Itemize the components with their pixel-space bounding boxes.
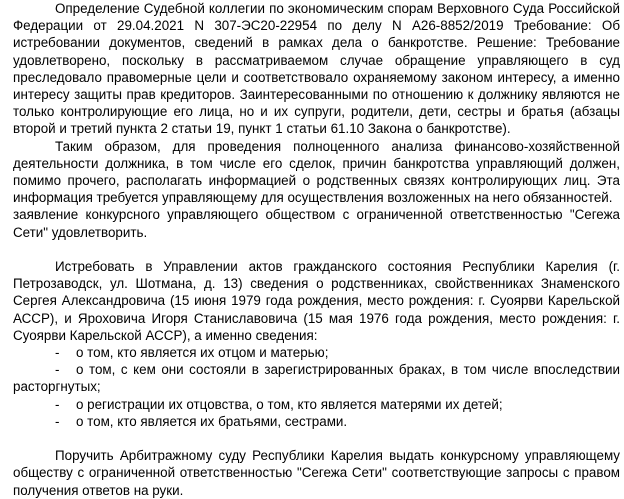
list-dash: -: [55, 396, 60, 412]
list-item: [13, 344, 620, 361]
list-item: [13, 396, 620, 413]
list-item: [13, 413, 620, 430]
list-dash: -: [55, 362, 60, 378]
paragraph-court-ruling: Определение Судебной коллегии по экономическим спорам Верховного Суда Российской Федерации от 29.04.2021 N 307-ЭС20-22954 по делу N А26-8852/2019 Требование: Об истребовании документов, сведений в рамках дела о банкротстве. Решение: Требование удовлетворено, поскольку в рассматриваемом случае обращение управляющего в суд преследовало правомерные цели и соответствовало охраняемому законом интересу, а именно интересу защиты прав кредиторов. Заинтересованными по отношению к должнику являются не только контролирующие его лица, но и их супруги, родители, дети, сестры и братья (абзацы второй и третий пункта 2 статьи 19, пункт 1 статьи 61.10 Закона о банкротстве).: [13, 1, 620, 137]
paragraph-spacer: [13, 430, 620, 447]
list-dash: -: [55, 413, 60, 429]
paragraph-spacer: [13, 241, 620, 258]
paragraph-analysis: Таким образом, для проведения полноценного анализа финансово-хозяйственной деятельности должника, в том числе его сделок, причин банкротства управляющий должен, помимо прочего, располагать информацией о родственных связях контролирующих лиц. Эта информация требуется управляющему для осуществления возложенных на него обязанностей.: [13, 138, 620, 206]
list-item-text: о том, кто является их братьями, сестрами.: [76, 413, 348, 429]
paragraph-resolution: заявление конкурсного управляющего обществом с ограниченной ответственностью "Сегежа Сети" удовлетворить.: [13, 207, 620, 240]
list-item: [13, 361, 620, 395]
paragraph-instruction: Поручить Арбитражному суду Республики Карелия выдать конкурсному управляющему обществу с ограниченной ответственностью "Сегежа Сети" соответствующие запросы с правом получения ответов на руки.: [13, 448, 620, 498]
paragraph-request: Истребовать в Управлении актов гражданского состояния Республики Карелия (г. Петрозаводск, ул. Шотмана, д. 13) сведения о родственниках, свойственниках Знаменского Сергея Александровича (15 июня 1979 года рождения, место рождения: г. Суоярви Карельской АССР), и Яроховича Игоря Станиславовича (15 мая 1976 года рождения, место рождения: г. Суоярви Карельской АССР), а именно сведения:: [13, 259, 620, 343]
list-item-text: о регистрации их отцовства, о том, кто является матерями их детей;: [76, 396, 503, 412]
list-item-text: о том, с кем они состояли в зарегистрированных браках, в том числе впоследствии расторгнутых;: [13, 362, 620, 395]
list-dash: -: [55, 345, 60, 361]
list-item-text: о том, кто является их отцом и матерью;: [76, 345, 329, 361]
